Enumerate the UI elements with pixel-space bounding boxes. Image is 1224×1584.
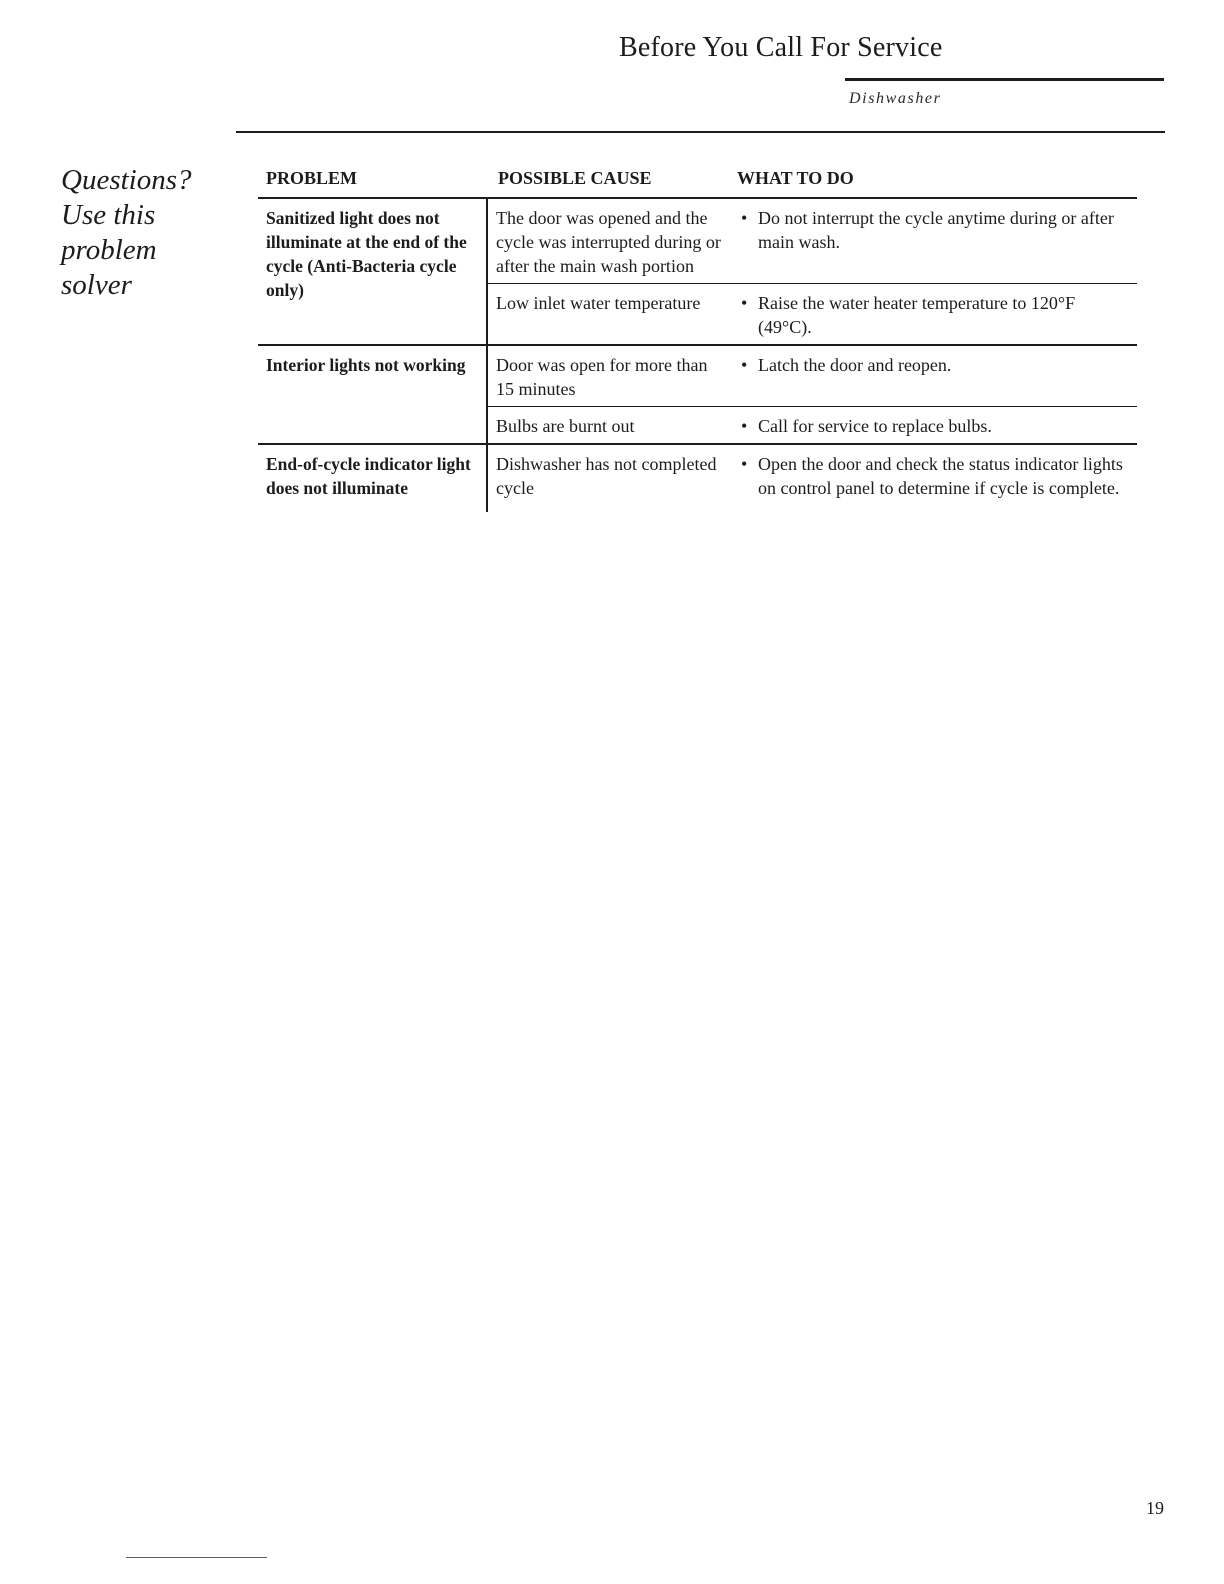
page-title: Before You Call For Service (619, 32, 943, 63)
side-note-line: Use this (61, 199, 156, 231)
column-header-cause: POSSIBLE CAUSE (487, 160, 733, 198)
table-row (258, 444, 1137, 512)
table-row (258, 198, 1137, 284)
table-header-row (258, 160, 1137, 198)
column-header-problem: PROBLEM (258, 160, 487, 198)
bullet-icon: • (741, 416, 748, 436)
todo-bullet-item (741, 414, 1129, 438)
cause-cell: Door was open for more than 15 minutes (487, 345, 733, 407)
problem-cell: End-of-cycle indicator light does not illuminate (258, 444, 487, 512)
todo-bullet-item (741, 291, 1129, 339)
side-note-line: solver (61, 269, 132, 301)
side-note-line: problem (61, 234, 157, 266)
bullet-icon: • (741, 454, 748, 474)
footer-link-underline[interactable] (126, 1557, 267, 1558)
todo-bullet-item (741, 353, 1129, 377)
table-row (258, 345, 1137, 407)
side-note-line: Questions? (61, 164, 192, 196)
todo-text: Do not interrupt the cycle anytime during or after main wash. (758, 208, 1114, 252)
todo-text: Latch the door and reopen. (758, 355, 952, 375)
header-rule-short (845, 78, 1164, 81)
page-number: 19 (1146, 1498, 1164, 1518)
column-header-todo: WHAT TO DO (733, 160, 1137, 198)
problem-cell: Sanitized light does not illuminate at the end of the cycle (Anti-Bacteria cycle only) (258, 198, 487, 345)
cause-cell: The door was opened and the cycle was interrupted during or after the main wash portion (496, 208, 721, 276)
problem-solver-table (258, 160, 1137, 512)
header-rule-long (236, 131, 1165, 133)
todo-bullet-item (741, 206, 1129, 254)
todo-cell (733, 198, 1137, 284)
todo-text: Raise the water heater temperature to 120°F (49°C). (758, 293, 1076, 337)
todo-cell (733, 444, 1137, 512)
todo-text: Open the door and check the status indicator lights on control panel to determine if cycle is complete. (758, 454, 1123, 498)
side-note (61, 163, 231, 303)
cause-cell: Dishwasher has not completed cycle (487, 444, 733, 512)
bullet-icon: • (741, 355, 748, 375)
todo-cell (733, 345, 1137, 407)
todo-text: Call for service to replace bulbs. (758, 416, 992, 436)
cause-cell: Bulbs are burnt out (487, 407, 733, 445)
section-subtitle: Dishwasher (849, 90, 942, 107)
todo-cell (733, 407, 1137, 445)
bullet-icon: • (741, 208, 748, 228)
todo-bullet-item (741, 452, 1129, 500)
problem-cell: Interior lights not working (258, 345, 487, 444)
todo-cell (733, 284, 1137, 346)
cause-cell: Low inlet water temperature (487, 284, 733, 346)
bullet-icon: • (741, 293, 748, 313)
